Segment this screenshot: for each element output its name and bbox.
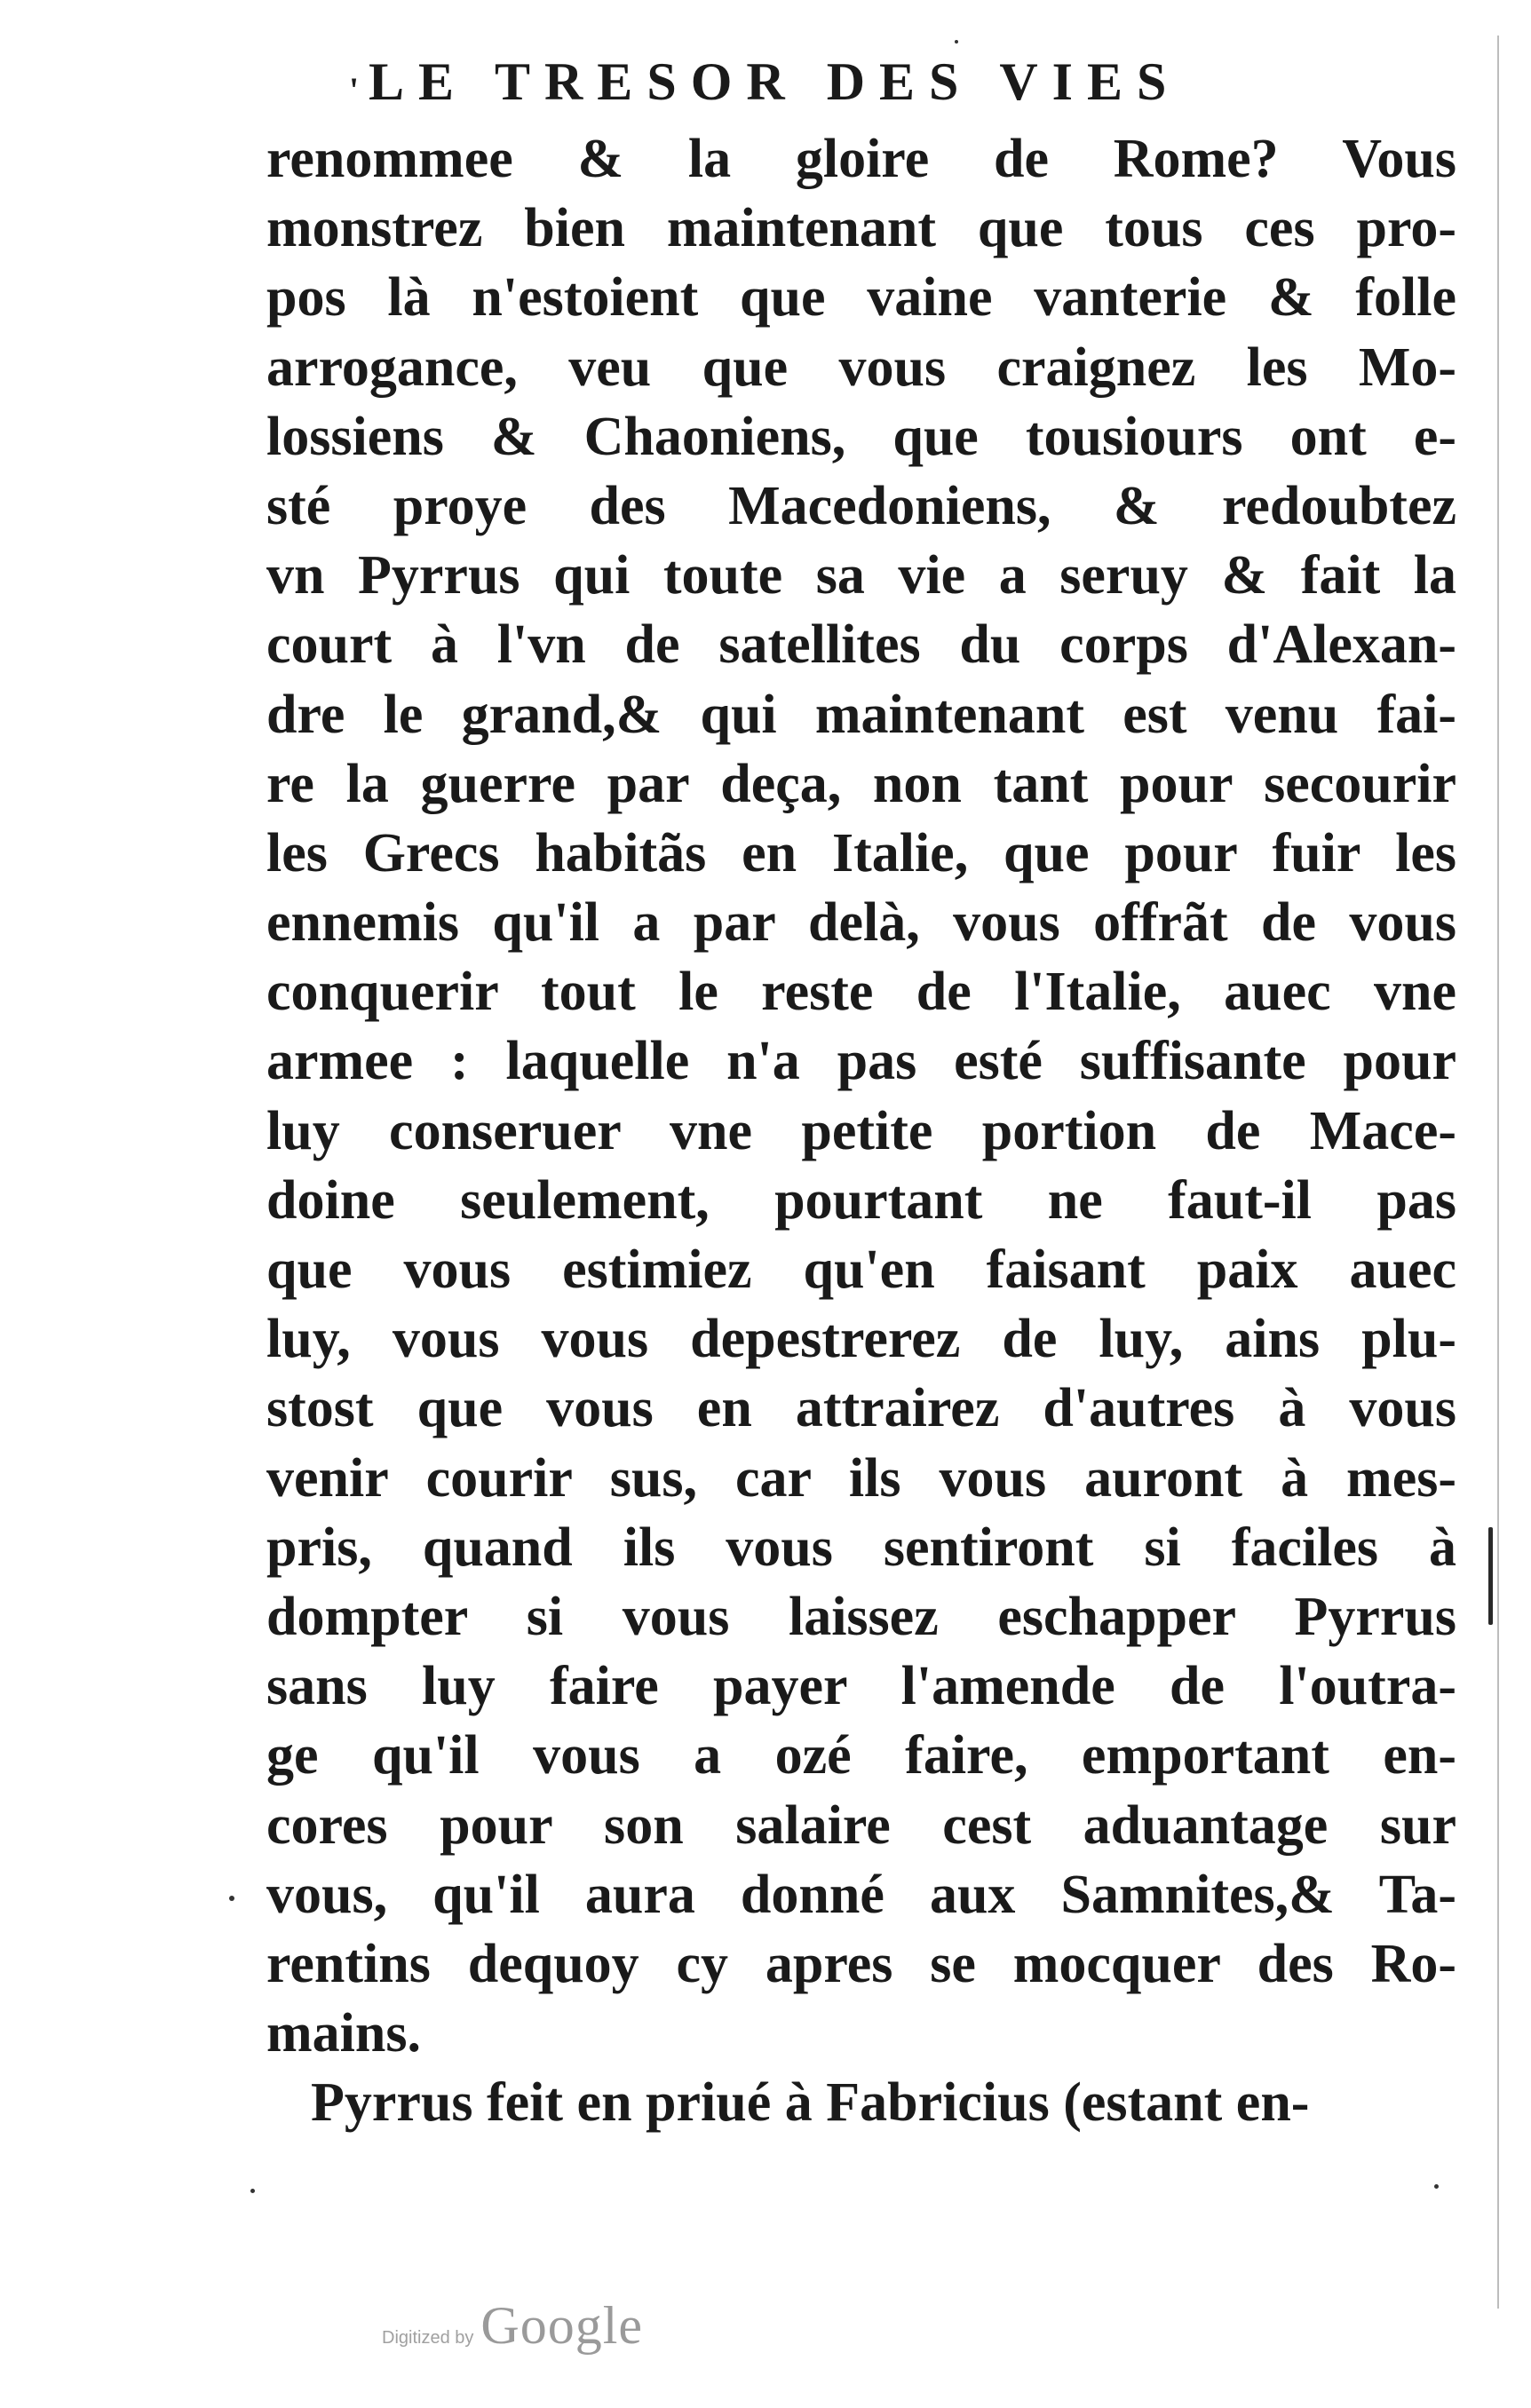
text-line: que vous estimiez qu'en faisant paix auec [266,1240,1456,1300]
text-line: pris, quand ils vous sentiront si faciles à [266,1517,1456,1578]
text-line: dompter si vous laissez eschapper Pyrrus [266,1586,1456,1647]
text-line: luy conseruer vne petite portion de Mace- [266,1100,1456,1161]
digitized-by-text: Digitized by [382,2328,474,2348]
text-line: dre le grand,& qui maintenant est venu fai- [266,684,1456,745]
text-line: pos là n'estoient que vaine vanterie & folle [266,267,1456,329]
running-head: LE TRESOR DES VIES [369,52,1181,111]
text-line: venir courir sus, car ils vous auront à mes- [266,1447,1456,1509]
text-line: court à l'vn de satellites du corps d'Alexan- [266,614,1456,676]
text-line: mains. [266,2003,421,2064]
page-edge-mark [1488,1527,1493,1625]
digitized-by-google-watermark [382,2295,643,2357]
text-line: rentins dequoy cy apres se mocquer des Ro- [266,1933,1456,1994]
text-line: Pyrrus feit en priué à Fabricius (estant en- [311,2072,1310,2134]
text-line: doine seulement, pourtant ne faut-il pas [266,1169,1456,1231]
text-line: re la guerre par deça, non tant pour secourir [266,753,1456,814]
text-line: monstrez bien maintenant que tous ces pro- [266,198,1456,259]
text-line: renommee & la gloire de Rome? Vous [266,129,1456,189]
running-head-mark: ' [349,70,360,110]
scan-speck [250,2189,255,2193]
google-logo: Google [480,2296,644,2355]
text-line: arrogance, veu que vous craignez les Mo- [266,337,1456,398]
scan-speck [229,1896,234,1901]
scan-speck [1434,2184,1439,2189]
text-line: ennemis qu'il a par delà, vous offrãt de vous [266,892,1456,954]
text-line: conquerir tout le reste de l'Italie, auec vne [266,962,1456,1023]
text-line: sté proye des Macedoniens, & redoubtez [266,475,1456,536]
text-line: vous, qu'il aura donné aux Samnites,& Ta- [266,1864,1456,1925]
text-line: ge qu'il vous a ozé faire, emportant en- [266,1725,1456,1786]
text-line: les Grecs habitãs en Italie, que pour fuir les [266,822,1456,883]
scan-speck [955,40,958,44]
text-line: vn Pyrrus qui toute sa vie a seruy & fait la [266,545,1456,606]
text-line: lossiens & Chaoniens, que tousiours ont e- [266,406,1456,467]
page-edge-rule [1497,36,1499,2309]
text-line: luy, vous vous depestrerez de luy, ains plu- [266,1309,1456,1370]
text-line: cores pour son salaire cest aduantage sur [266,1794,1456,1856]
text-line: sans luy faire payer l'amende de l'outra- [266,1656,1456,1717]
body-text [266,124,1456,2137]
text-line: stost que vous en attrairez d'autres à vous [266,1378,1456,1439]
text-line: armee : laquelle n'a pas esté suffisante pour [266,1031,1456,1092]
